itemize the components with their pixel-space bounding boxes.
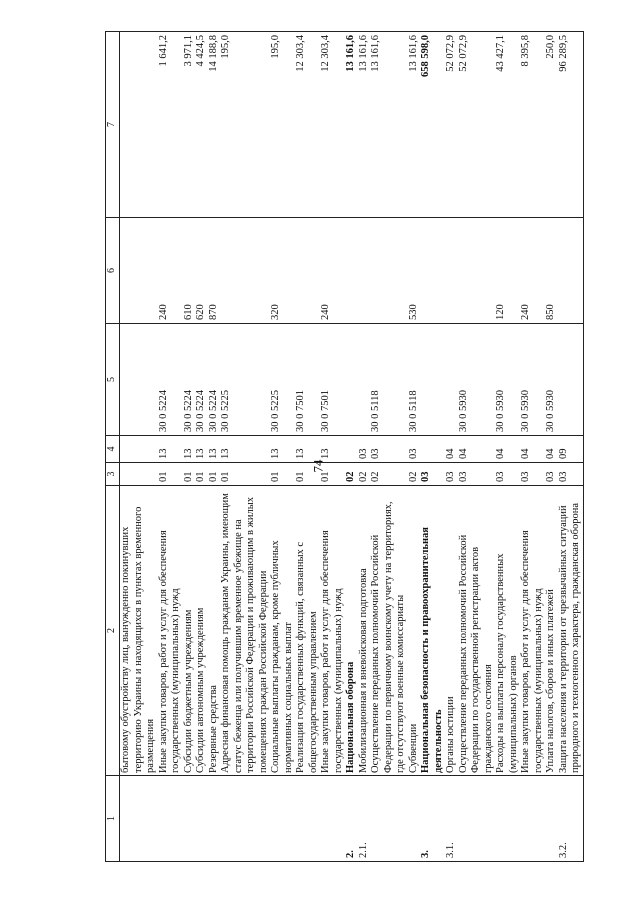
target-article-code-cell	[358, 324, 371, 436]
item-name-cell: Мобилизационная и вневойсковая подготовка	[358, 486, 371, 776]
section-code-cell: 03	[458, 463, 496, 486]
target-article-code-cell	[445, 324, 458, 436]
target-article-code-cell: 30 0 5224	[208, 324, 221, 436]
target-article-code-cell: 30 0 5930	[545, 324, 558, 436]
header-cell: 5	[106, 324, 120, 436]
subsection-code-cell: 04	[495, 436, 520, 463]
expense-type-code-cell	[445, 218, 458, 324]
expense-type-code-cell: 530	[408, 218, 421, 324]
amount-cell: 13 161,6	[370, 32, 408, 218]
expense-type-code-cell	[295, 218, 320, 324]
expense-type-code-cell	[345, 218, 358, 324]
section-code-cell: 02	[358, 463, 371, 486]
amount-cell: 14 188,8	[208, 32, 221, 218]
subsection-code-cell: 13	[158, 436, 183, 463]
item-name-cell: Резервные средства	[208, 486, 221, 776]
target-article-code-cell: 30 0 5224	[183, 324, 196, 436]
subsection-code-cell: 13	[183, 436, 196, 463]
amount-cell: 1 641,2	[158, 32, 183, 218]
subsection-code-cell	[120, 436, 158, 463]
item-number-cell	[120, 776, 158, 862]
table-row	[220, 32, 270, 862]
item-name-cell: Субсидии бюджетным учреждениям	[183, 486, 196, 776]
subsection-code-cell: 03	[370, 436, 408, 463]
item-name-cell: Социальные выплаты гражданам, кроме публичных нормативных социальных выплат	[270, 486, 295, 776]
table-row	[545, 32, 558, 862]
section-code-cell: 03	[445, 463, 458, 486]
item-number-cell	[370, 776, 408, 862]
section-code-cell: 01	[183, 463, 196, 486]
table-row	[458, 32, 496, 862]
section-code-cell: 03	[420, 463, 445, 486]
page-number: 74	[310, 459, 326, 473]
amount-cell: 52 072,9	[445, 32, 458, 218]
table-row	[358, 32, 371, 862]
budget-table	[105, 31, 584, 862]
target-article-code-cell	[558, 324, 584, 436]
section-code-cell: 02	[370, 463, 408, 486]
amount-cell: 13 161,6	[345, 32, 358, 218]
header-cell: 3	[106, 463, 120, 486]
item-number-cell	[320, 776, 345, 862]
target-article-code-cell: 30 0 5930	[520, 324, 545, 436]
subsection-code-cell: 04	[458, 436, 496, 463]
expense-type-code-cell	[358, 218, 371, 324]
section-code-cell: 01	[208, 463, 221, 486]
target-article-code-cell: 30 0 5118	[370, 324, 408, 436]
item-name-cell: Реализация государственных функций, связанных с общегосударственным управлением	[295, 486, 320, 776]
item-number-cell	[458, 776, 496, 862]
expense-type-code-cell: 320	[270, 218, 295, 324]
subsection-code-cell: 13	[295, 436, 320, 463]
item-name-cell: Расходы на выплаты персоналу государственных (муниципальных) органов	[495, 486, 520, 776]
subsection-code-cell: 13	[195, 436, 208, 463]
table-row	[120, 32, 158, 862]
item-name-cell: бытовому обустройству лиц, вынужденно покинувших территорию Украины и находящихся в пунктах временного размещения	[120, 486, 158, 776]
section-code-cell: 01	[195, 463, 208, 486]
item-number-cell	[183, 776, 196, 862]
expense-type-code-cell: 610	[183, 218, 196, 324]
section-code-cell: 01	[220, 463, 270, 486]
section-code-cell: 03	[558, 463, 584, 486]
item-name-cell: Иные закупки товаров, работ и услуг для обеспечения государственных (муниципальных) нужд	[320, 486, 345, 776]
header-cell: 2	[106, 486, 120, 776]
target-article-code-cell: 30 0 5224	[195, 324, 208, 436]
subsection-code-cell: 04	[445, 436, 458, 463]
expense-type-code-cell	[120, 218, 158, 324]
subsection-code-cell: 04	[520, 436, 545, 463]
section-code-cell: 03	[520, 463, 545, 486]
table-row	[158, 32, 183, 862]
amount-cell	[120, 32, 158, 218]
amount-cell: 96 289,5	[558, 32, 584, 218]
item-name-cell: Осуществление переданных полномочий Российской Федерации по первичному воинскому учету на территориях, где отсутствуют военные комиссариаты	[370, 486, 408, 776]
target-article-code-cell	[420, 324, 445, 436]
amount-cell: 52 072,9	[458, 32, 496, 218]
subsection-code-cell: 09	[558, 436, 584, 463]
amount-cell: 12 303,4	[295, 32, 320, 218]
expense-type-code-cell	[558, 218, 584, 324]
target-article-code-cell: 30 0 5225	[270, 324, 295, 436]
amount-cell: 12 303,4	[320, 32, 345, 218]
header-cell: 1	[106, 776, 120, 862]
section-code-cell	[120, 463, 158, 486]
expense-type-code-cell: 870	[208, 218, 221, 324]
header-cell: 6	[106, 218, 120, 324]
table-row	[183, 32, 196, 862]
table-row	[295, 32, 320, 862]
item-name-cell: Субвенции	[408, 486, 421, 776]
expense-type-code-cell: 120	[495, 218, 520, 324]
item-name-cell: Органы юстиции	[445, 486, 458, 776]
item-name-cell: Иные закупки товаров, работ и услуг для обеспечения государственных (муниципальных) нужд	[520, 486, 545, 776]
amount-cell: 13 161,6	[408, 32, 421, 218]
item-number-cell: 2.	[345, 776, 358, 862]
subsection-code-cell: 03	[408, 436, 421, 463]
target-article-code-cell: 30 0 5930	[458, 324, 496, 436]
item-number-cell	[158, 776, 183, 862]
amount-cell: 250,0	[545, 32, 558, 218]
table-row	[408, 32, 421, 862]
target-article-code-cell: 30 0 7501	[295, 324, 320, 436]
item-number-cell	[495, 776, 520, 862]
item-number-cell	[520, 776, 545, 862]
subsection-code-cell: 13	[208, 436, 221, 463]
expense-type-code-cell: 620	[195, 218, 208, 324]
table-row	[320, 32, 345, 862]
item-number-cell	[295, 776, 320, 862]
table-row	[270, 32, 295, 862]
target-article-code-cell: 30 0 5224	[158, 324, 183, 436]
amount-cell: 4 424,5	[195, 32, 208, 218]
item-number-cell: 2.1.	[358, 776, 371, 862]
item-number-cell	[545, 776, 558, 862]
section-code-cell: 03	[495, 463, 520, 486]
section-code-cell: 01	[320, 463, 345, 486]
expense-type-code-cell: 240	[158, 218, 183, 324]
target-article-code-cell: 30 0 7501	[320, 324, 345, 436]
target-article-code-cell: 30 0 5225	[220, 324, 270, 436]
item-name-cell: Субсидии автономным учреждениям	[195, 486, 208, 776]
subsection-code-cell: 04	[545, 436, 558, 463]
expense-type-code-cell	[220, 218, 270, 324]
table-row	[208, 32, 221, 862]
item-name-cell: Адресная финансовая помощь гражданам Украины, имеющим статус беженца или получившим временное убежище на территории Российской Федерации и проживающим в жилых помещениях граждан Российской Федерации	[220, 486, 270, 776]
table-row	[520, 32, 545, 862]
amount-cell: 3 971,1	[183, 32, 196, 218]
item-name-cell: Осуществление переданных полномочий Российской Федерации по государственной регистрации актов гражданского состояния	[458, 486, 496, 776]
amount-cell: 195,0	[220, 32, 270, 218]
section-code-cell: 02	[345, 463, 358, 486]
rotated-table-container	[105, 32, 603, 862]
subsection-code-cell: 13	[270, 436, 295, 463]
amount-cell: 195,0	[270, 32, 295, 218]
item-name-cell: Национальная безопасность и правоохранительная деятельность	[420, 486, 445, 776]
item-name-cell: Иные закупки товаров, работ и услуг для обеспечения государственных (муниципальных) нужд	[158, 486, 183, 776]
table-row	[420, 32, 445, 862]
expense-type-code-cell: 240	[520, 218, 545, 324]
section-code-cell: 03	[545, 463, 558, 486]
section-code-cell: 01	[158, 463, 183, 486]
target-article-code-cell: 30 0 5118	[408, 324, 421, 436]
item-name-cell: Уплата налогов, сборов и иных платежей	[545, 486, 558, 776]
header-row	[106, 32, 120, 862]
table-row	[558, 32, 584, 862]
item-number-cell: 3.	[420, 776, 445, 862]
subsection-code-cell	[420, 436, 445, 463]
table-row	[345, 32, 358, 862]
item-number-cell: 3.1.	[445, 776, 458, 862]
header-cell: 4	[106, 436, 120, 463]
expense-type-code-cell	[420, 218, 445, 324]
item-number-cell	[195, 776, 208, 862]
table-row	[445, 32, 458, 862]
amount-cell: 658 598,0	[420, 32, 445, 218]
amount-cell: 43 427,1	[495, 32, 520, 218]
item-number-cell	[220, 776, 270, 862]
item-name-cell: Национальная оборона	[345, 486, 358, 776]
section-code-cell: 02	[408, 463, 421, 486]
section-code-cell: 01	[270, 463, 295, 486]
subsection-code-cell: 13	[220, 436, 270, 463]
subsection-code-cell: 03	[358, 436, 371, 463]
header-cell: 7	[106, 32, 120, 218]
table-row	[370, 32, 408, 862]
table-row	[195, 32, 208, 862]
item-number-cell	[408, 776, 421, 862]
subsection-code-cell	[345, 436, 358, 463]
expense-type-code-cell: 850	[545, 218, 558, 324]
table-row	[495, 32, 520, 862]
item-number-cell	[208, 776, 221, 862]
target-article-code-cell	[345, 324, 358, 436]
item-number-cell	[270, 776, 295, 862]
expense-type-code-cell: 240	[320, 218, 345, 324]
subsection-code-cell: 13	[320, 436, 345, 463]
item-number-cell: 3.2.	[558, 776, 584, 862]
amount-cell: 8 395,8	[520, 32, 545, 218]
amount-cell: 13 161,6	[358, 32, 371, 218]
target-article-code-cell: 30 0 5930	[495, 324, 520, 436]
item-name-cell: Защита населения и территории от чрезвычайных ситуаций природного и техногенного характера, гражданская оборона	[558, 486, 584, 776]
expense-type-code-cell	[458, 218, 496, 324]
target-article-code-cell	[120, 324, 158, 436]
expense-type-code-cell	[370, 218, 408, 324]
section-code-cell: 01	[295, 463, 320, 486]
